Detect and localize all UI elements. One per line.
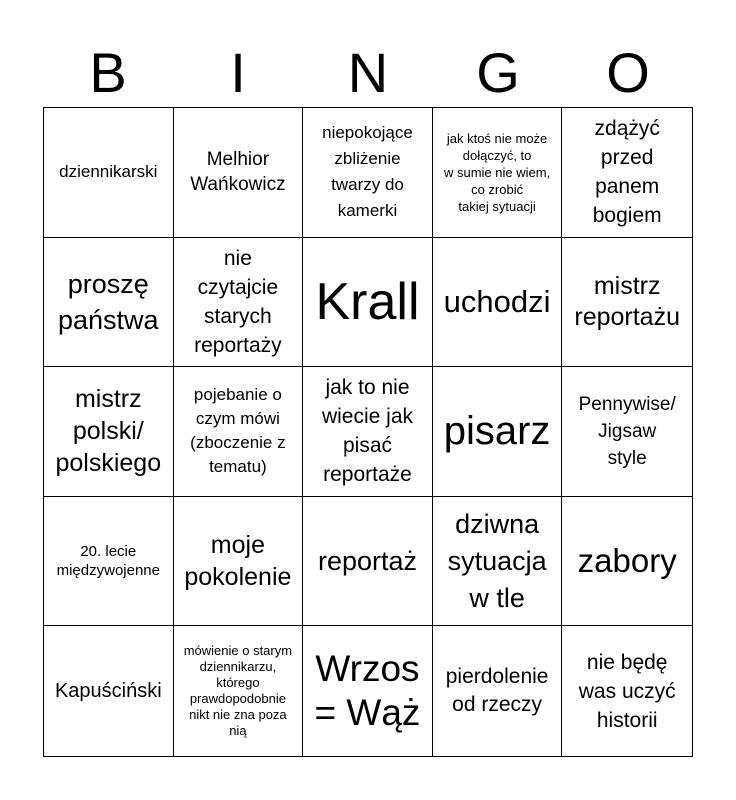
bingo-cell-r1c1[interactable]: [44, 108, 174, 238]
cell-text: Pennywise/ Jigsaw style: [578, 393, 676, 469]
cell-text: pierdolenie od rzeczy: [445, 665, 549, 717]
header-letter-g: G: [476, 41, 520, 104]
bingo-cell-r3c5[interactable]: [562, 367, 692, 497]
bingo-cell-r1c5[interactable]: [562, 108, 692, 238]
bingo-cell-r5c2[interactable]: [174, 626, 304, 756]
bingo-cell-r4c4[interactable]: [433, 497, 563, 627]
bingo-cell-r2c3[interactable]: [303, 238, 433, 368]
cell-text: Kapuściński: [54, 680, 162, 703]
bingo-cell-r2c1[interactable]: [44, 238, 174, 368]
bingo-cell-r5c3[interactable]: [303, 626, 433, 756]
header-letter-i: I: [230, 41, 246, 104]
bingo-cell-r2c4[interactable]: [433, 238, 563, 368]
cell-text: dziennikarski: [59, 162, 158, 182]
cell-text: jak ktoś nie może dołączyć, to w sumie nie wiem, co zrobić takiej sytuacji: [443, 130, 551, 214]
bingo-cell-r5c1[interactable]: [44, 626, 174, 756]
cell-text: Krall: [315, 272, 420, 331]
bingo-cell-r3c2[interactable]: [174, 367, 304, 497]
bingo-header: [43, 38, 693, 108]
cell-text: dziwna sytuacja w tle: [447, 508, 547, 613]
cell-text: mistrz polski/ polskiego: [55, 385, 162, 478]
cell-text: Wrzos = Wąż: [314, 648, 421, 734]
bingo-cell-r1c4[interactable]: [433, 108, 563, 238]
header-letter-o: O: [606, 41, 650, 104]
cell-text: jak to nie wiecie jak pisać reportaże: [321, 376, 414, 487]
cell-text: pisarz: [443, 409, 551, 454]
bingo-grid: [43, 107, 693, 757]
bingo-cell-r1c2[interactable]: [174, 108, 304, 238]
cell-text: niepokojące zbliżenie twarzy do kamerki: [322, 123, 413, 221]
cell-text: Melhior Wańkowicz: [190, 149, 286, 196]
cell-text: mówienie o starym dziennikarzu, którego prawdopodobnie nikt nie zna poza nią: [183, 643, 293, 739]
bingo-cell-r2c5[interactable]: [562, 238, 692, 368]
cell-text: moje pokolenie: [184, 531, 292, 592]
bingo-cell-r4c1[interactable]: [44, 497, 174, 627]
bingo-cell-r5c4[interactable]: [433, 626, 563, 756]
bingo-cell-r5c5[interactable]: [562, 626, 692, 756]
header-letter-n: N: [347, 41, 389, 104]
bingo-cell-r3c1[interactable]: [44, 367, 174, 497]
bingo-cell-r3c3[interactable]: [303, 367, 433, 497]
cell-text: proszę państwa: [58, 268, 159, 335]
cell-text: reportaż: [317, 546, 418, 577]
cell-text: zdążyć przed panem bogiem: [592, 117, 662, 228]
cell-text: nie będę was uczyć historii: [578, 650, 676, 732]
cell-text: mistrz reportażu: [574, 271, 680, 331]
bingo-cell-r2c2[interactable]: [174, 238, 304, 368]
cell-text: zabory: [577, 542, 677, 580]
bingo-cell-r4c5[interactable]: [562, 497, 692, 627]
cell-text: 20. lecie międzywojenne: [56, 543, 160, 580]
header-letter-b: B: [89, 41, 127, 104]
bingo-cell-r1c3[interactable]: [303, 108, 433, 238]
bingo-cell-r4c2[interactable]: [174, 497, 304, 627]
cell-text: uchodzi: [443, 283, 551, 319]
cell-text: pojebanie o czym mówi (zboczenie z tematu): [190, 385, 286, 477]
bingo-cell-r4c3[interactable]: [303, 497, 433, 627]
cell-text: nie czytajcie starych reportaży: [194, 246, 282, 357]
bingo-cell-r3c4[interactable]: [433, 367, 563, 497]
